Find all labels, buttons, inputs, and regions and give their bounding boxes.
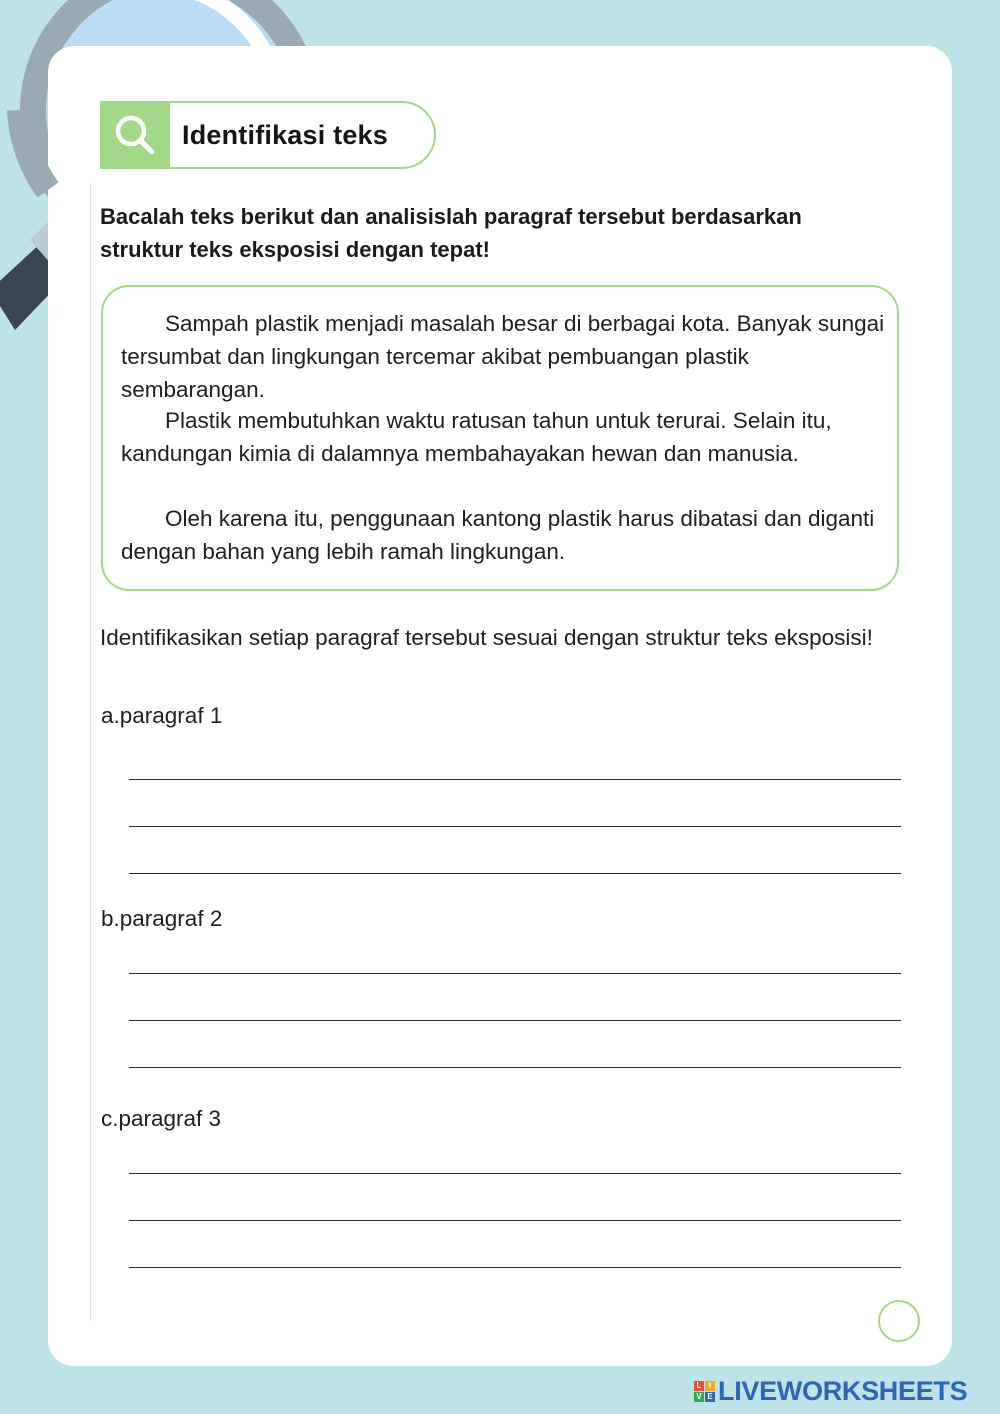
- answer-line[interactable]: [129, 1173, 901, 1174]
- reading-paragraph-1: Sampah plastik menjadi masalah besar di berbagai kota. Banyak sungai tersumbat dan lingkungan tercemar akibat pembuangan plastik sembarangan.: [121, 311, 885, 402]
- search-icon: [111, 111, 159, 159]
- answer-line[interactable]: [129, 1020, 901, 1021]
- answer-label-3: c.paragraf 3: [101, 1106, 222, 1131]
- answer-line[interactable]: [129, 973, 901, 974]
- logo-letter: L: [694, 1381, 704, 1391]
- title-icon-box: [100, 101, 170, 169]
- answer-line[interactable]: [129, 1220, 901, 1221]
- question-text: Identifikasikan setiap paragraf tersebut sesuai dengan struktur teks eksposisi!: [100, 625, 873, 650]
- check-answers-button[interactable]: [878, 1300, 920, 1342]
- answer-line[interactable]: [129, 1067, 901, 1068]
- answer-label-2: b.paragraf 2: [101, 906, 223, 931]
- brand-name: LIVEWORKSHEETS: [718, 1375, 968, 1406]
- instruction-text: Bacalah teks berikut dan analisislah paragraf tersebut berdasarkan struktur teks eksposisi dengan tepat!: [100, 204, 802, 262]
- page-title: Identifikasi teks: [182, 120, 388, 150]
- reading-paragraph-2: Plastik membutuhkan waktu ratusan tahun untuk terurai. Selain itu, kandungan kimia di dalamnya membahayakan hewan dan manusia.: [121, 408, 832, 466]
- margin-rule: [90, 182, 91, 1322]
- logo-letter: V: [694, 1392, 704, 1402]
- answer-line[interactable]: [129, 873, 901, 874]
- answer-label-1: a.paragraf 1: [101, 703, 223, 728]
- reading-paragraph-3: Oleh karena itu, penggunaan kantong plastik harus dibatasi dan diganti dengan bahan yang lebih ramah lingkungan.: [121, 506, 875, 564]
- answer-line[interactable]: [129, 1267, 901, 1268]
- logo-letter: E: [705, 1392, 715, 1402]
- liveworksheets-logo-icon: [694, 1381, 715, 1402]
- answer-line[interactable]: [129, 779, 901, 780]
- liveworksheets-brand: [694, 1375, 968, 1406]
- answer-line[interactable]: [129, 826, 901, 827]
- logo-letter: I: [705, 1381, 715, 1391]
